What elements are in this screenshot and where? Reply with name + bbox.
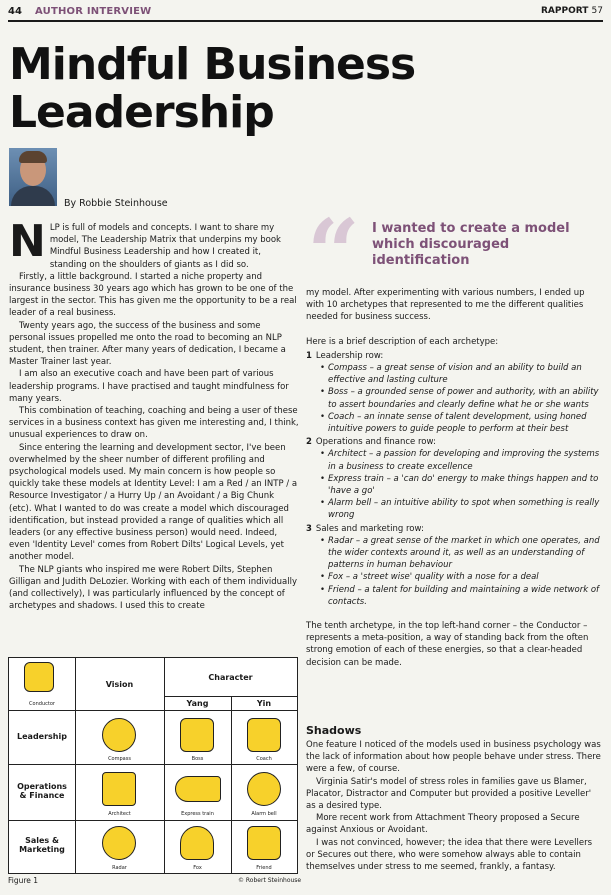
- magazine-name: RAPPORT: [541, 6, 589, 16]
- fox-icon: [180, 826, 214, 860]
- cell-label: Express train: [181, 811, 214, 817]
- list-item: • Express train – a 'can do' energy to make things happen and to 'have a go': [306, 473, 601, 497]
- page-number: 44: [8, 6, 22, 17]
- left-column: [9, 216, 299, 613]
- paragraph: More recent work from Attachment Theory proposed a Secure against Anxious or Avoidant.: [306, 813, 580, 836]
- list-item: • Friend – a talent for building and maintaining a wide network of contacts.: [306, 584, 601, 608]
- paragraph: I was not convinced, however; the idea that there were Levellers or Secures out there, who were somehow always able to contain themselves under stress to me seemed, frankly, a fantasy.: [306, 837, 593, 873]
- group-title: Operations and finance row:: [315, 437, 436, 448]
- shadows-section: [306, 724, 601, 873]
- paragraph: This combination of teaching, coaching and being a user of these services in a business context has given me interesting and, I think, unusual experiences to draw on.: [9, 406, 299, 441]
- paragraph: Here is a brief description of each archetype:: [306, 336, 499, 347]
- right-column: [306, 287, 601, 669]
- row-label-sales: Sales & Marketing: [19, 836, 65, 854]
- group-title: Leadership row:: [315, 350, 384, 361]
- leadership-matrix-figure: [8, 657, 298, 874]
- page-header: [8, 4, 603, 22]
- paragraph: Since entering the learning and development sector, I've been overwhelmed by the sheer number of different profiling and psychological models used. My main concern is how people so quickly take these models at Identity Level: I am a Red / an INTP / a Resource Investigator / a Hurry Up / an Avoidant / a Big Chunk (etc). What I wanted to do was create a model which discouraged identification, but instead provided a range of qualities which all leaders (or any effective business person) would need. Indeed, even 'Identity Level' comes from Robert Dilts' Logical Levels, yet another model.: [9, 442, 298, 563]
- issue-number: 57: [591, 6, 603, 16]
- figure-credit: © Robert Steinhouse: [238, 877, 302, 884]
- group-title: Sales and marketing row:: [315, 523, 424, 534]
- cell-label: Architect: [108, 811, 131, 817]
- list-item: • Compass – a great sense of vision and an ability to build an effective and lasting culture: [306, 362, 601, 386]
- cell-label: Boss: [191, 756, 204, 762]
- paragraph: Twenty years ago, the success of the business and some personal issues propelled me onto the road to becoming an NLP student, then trainer. After many years of dedication, I became a Master Trainer last year.: [9, 320, 286, 368]
- architect-icon: [102, 772, 136, 806]
- title-line-2: Leadership: [9, 87, 274, 138]
- alarm-bell-icon: [247, 772, 281, 806]
- paragraph: The NLP giants who inspired me were Robert Dilts, Stephen Gilligan and Judith DeLozier. Working with each of them individually (and collectively), I was particularly influenced by the concept of archetypes and shadows. I used this to create: [9, 564, 297, 612]
- coach-icon: [247, 718, 281, 752]
- list-item: • Radar – a great sense of the market in which one operates, and the wider contexts around it, as well as an understanding of patterns in human behaviour: [306, 535, 601, 572]
- paragraph: The tenth archetype, in the top left-hand corner – the Conductor – represents a meta-position, a way of standing back from the often strong emotion of each of these energies, so that a clear-headed decision can be made.: [306, 621, 589, 668]
- cell-label: Radar: [112, 865, 127, 871]
- group-number: 3: [306, 523, 312, 534]
- section-heading: Shadows: [306, 724, 362, 737]
- cell-label: Compass: [108, 756, 131, 762]
- section-label: AUTHOR INTERVIEW: [35, 6, 152, 17]
- paragraph: Virginia Satir's model of stress roles in families gave us Blamer, Placator, Distractor and Computer but provided a positive Leveller' as a desired type.: [306, 776, 592, 812]
- cell-label: Coach: [256, 756, 272, 762]
- byline: By Robbie Steinhouse: [64, 198, 168, 209]
- list-item: • Coach – an innate sense of talent development, using honed intuitive powers to guide people to perform at their best: [306, 411, 601, 435]
- row-label-leadership: Leadership: [17, 732, 67, 741]
- yang-header: Yang: [186, 699, 209, 708]
- figure-caption: Figure 1: [8, 876, 39, 885]
- quote-mark-icon: “: [307, 199, 360, 307]
- cell-label: Friend: [256, 865, 272, 871]
- paragraph: I am also an executive coach and have been part of various leadership programs. I have practised and taught mindfulness for many years.: [9, 369, 289, 404]
- author-photo: [9, 148, 57, 206]
- express-train-icon: [175, 776, 221, 802]
- cell-label: Fox: [193, 865, 202, 871]
- compass-icon: [102, 718, 136, 752]
- vision-header: Vision: [105, 680, 134, 689]
- friend-icon: [247, 826, 281, 860]
- character-header: Character: [208, 673, 253, 682]
- cell-label: Alarm bell: [251, 811, 277, 817]
- archetype-group: [306, 350, 601, 435]
- paragraph: my model. After experimenting with various numbers, I ended up with 10 archetypes that represented to me the different qualities needed for business success.: [306, 288, 585, 323]
- list-item: • Boss – a grounded sense of power and authority, with an ability to assert boundaries and clearly define what he or she wants: [306, 386, 601, 410]
- conductor-icon: [24, 662, 54, 692]
- yin-header: Yin: [256, 699, 272, 708]
- pull-quote-text: I wanted to create a model which discouraged identification: [372, 221, 570, 268]
- archetype-group: [306, 436, 601, 521]
- magazine-label: [541, 6, 603, 16]
- list-item: • Alarm bell – an intuitive ability to spot when something is really wrong: [306, 497, 601, 521]
- article-title: [9, 41, 415, 137]
- paragraph: NLP is full of models and concepts. I want to share my model, The Leadership Matrix that underpins my book Mindful Business Leadership and how I created it, standing on the shoulders of giants as I did so.: [9, 216, 281, 270]
- group-number: 1: [306, 350, 312, 361]
- boss-icon: [180, 718, 214, 752]
- group-number: 2: [306, 437, 312, 448]
- paragraph: Firstly, a little background. I started a niche property and insurance business 30 years ago which has grown to be one of the largest in the sector. This has given me the opportunity to be a real leader of a real business.: [9, 271, 297, 319]
- archetype-group: [306, 523, 601, 608]
- title-line-1: Mindful Business: [9, 39, 416, 90]
- list-item: • Fox – a 'street wise' quality with a nose for a deal: [306, 571, 601, 583]
- paragraph: One feature I noticed of the models used in business psychology was the lack of information about how people behave under stress. There were a few, of course.: [306, 740, 601, 775]
- drop-cap: N: [9, 216, 46, 267]
- row-label-operations: Operations & Finance: [17, 782, 67, 800]
- conductor-label: Conductor: [29, 701, 55, 707]
- list-item: • Architect – a passion for developing and improving the systems in a business to create excellence: [306, 448, 601, 472]
- radar-icon: [102, 826, 136, 860]
